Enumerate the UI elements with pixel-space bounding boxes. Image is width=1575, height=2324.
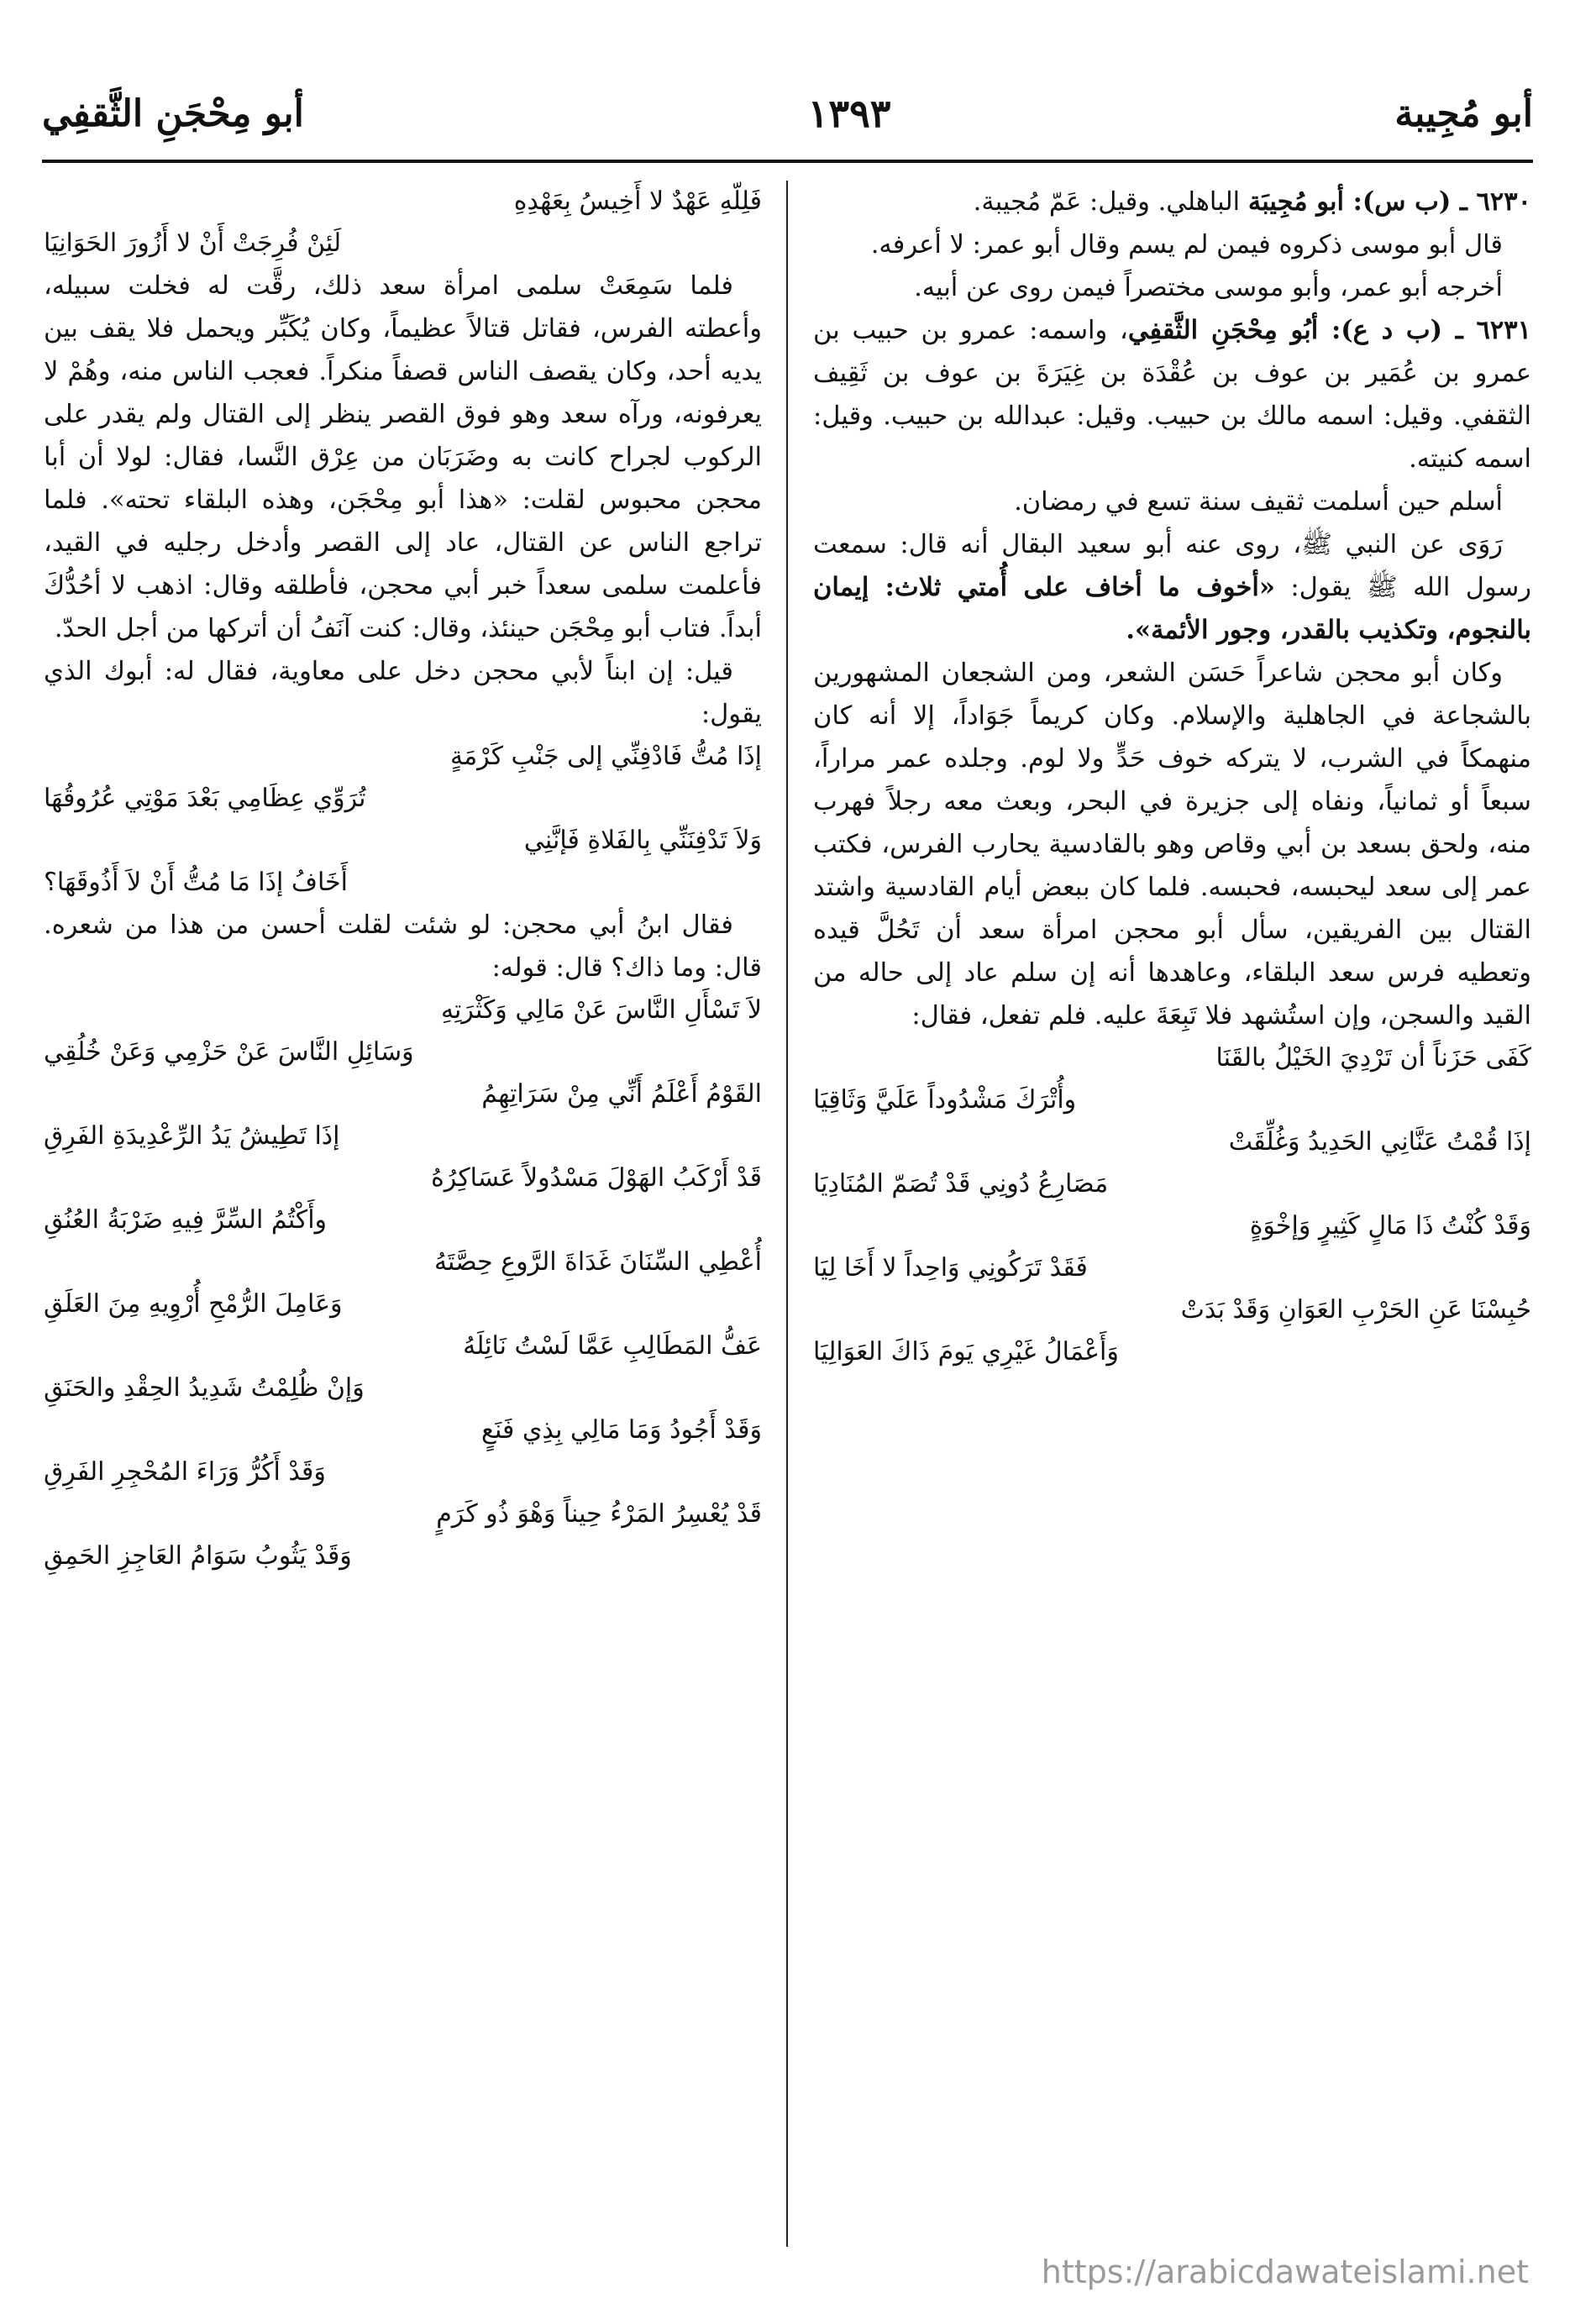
- entry-6230: [813, 181, 1531, 223]
- hadith-text: «أخوف ما أخاف على أُمتي ثلاث: إيمان بالنجوم، وتكذيب بالقدر، وجور الأئمة».: [813, 572, 1531, 645]
- verse-line: وأُتْرَكَ مَشْدُوداً عَلَيَّ وَثَاقِيَا: [813, 1085, 1077, 1115]
- poem: [813, 1037, 1531, 1373]
- verse-line: وَسَائِلِ النَّاسَ عَنْ حَزْمِي وَعَنْ خُلُقِي: [44, 1037, 414, 1067]
- running-title-right: أبو مُجِيبة: [1394, 92, 1533, 135]
- verse-line: وَأَعْمَالُ غَيْرِي يَومَ ذَاكَ العَوَالِيَا: [813, 1337, 1119, 1367]
- verse-line: قَدْ يُعْسِرُ المَرْءُ حِيناً وَهْوَ ذُو كَرَمٍ: [436, 1499, 762, 1529]
- verse-line: وَقَدْ أَجُودُ وَمَا مَالِي بِذِي فَنَعٍ: [481, 1415, 762, 1445]
- paragraph: فقال ابنُ أبي محجن: لو شئت لقلت أحسن من هذا من شعره. قال: وما ذاك؟ قال: قوله:: [44, 910, 762, 983]
- paragraph: فلما سَمِعَتْ سلمى امرأة سعد ذلك، رقَّت له فخلت سبيله، وأعطته الفرس، فقاتل قتالاً عظيماً، وكان يُكَبِّر ويحمل فلا يقف بين يديه أحد، وكان يقصف الناس قصفاً منكراً. فعجب الناس منه، وهُمْ لا يعرفونه، ورآه سعد وهو فوق القصر ينظر إلى القتال ولم يقدر على الركوب لجراح كانت به وضَرَبَان من عِرْق النَّسا، فقال: لولا أن أبا محجن محبوس لقلت: «هذا أبو مِحْجَن، وهذه البلقاء تحته». فلما تراجع الناس عن القتال، عاد إلى القصر وأدخل رجليه في القيد، فأعلمت سلمى سعداً خبر أبي محجن، فأطلقه وقال: اذهب لا أحُدُّكَ أبداً. فتاب أبو مِحْجَن حينئذ، وقال: كنت آنَفُ أن أتركها من أجل الحدّ.: [44, 271, 762, 643]
- verse-line: قَدْ أَرْكَبُ الهَوْلَ مَسْدُولاً عَسَاكِرُهُ: [431, 1163, 762, 1193]
- page-number: ١٣٩٣: [807, 91, 891, 136]
- verse-line: فَقَدْ تَرَكُونِي وَاحِداً لا أَخَا لِيَا: [813, 1253, 1088, 1283]
- poem-continued: [44, 181, 762, 265]
- poem: [44, 989, 762, 1577]
- left-column: [44, 181, 762, 2247]
- header-rule: [42, 160, 1533, 163]
- column-divider: [786, 181, 788, 2247]
- paragraph: وكان أبو محجن شاعراً حَسَن الشعر، ومن الشجعان المشهورين بالشجاعة في الجاهلية والإسلام. وكان كريماً جَوَاداً، إلا أنه كان منهمكاً في الشرب، لا يتركه خوف حَدٍّ ولا لوم. وجلده عمر مراراً، سبعاً أو ثمانياً، ونفاه إلى جزيرة في البحر، وبعث معه رجلاً فهرب منه، ولحق بسعد بن أبي وقاص وهو بالقادسية يحارب الفرس، فكتب عمر إلى سعد ليحبسه، فحبسه. فلما كان ببعض أيام القادسية واشتد القتال بين الفريقين، سأل أبو محجن امرأة سعد أن تَحُلَّ قيده وتعطيه فرس سعد البلقاء، وعاهدها أنه إن سلم عاد إلى حاله من القيد والسجن، وإن استُشهد فلا تَبِعَةَ عليه. فلم تفعل، فقال:: [813, 658, 1531, 1031]
- entry-number: ٦٢٣١ ـ (ب د ع):: [1318, 315, 1531, 345]
- paragraph: قيل: إن ابناً لأبي محجن دخل على معاوية، فقال له: أبوك الذي يقول:: [44, 657, 762, 729]
- poem: [44, 736, 762, 904]
- verse-line: إذَا مُتُّ فَادْفِنِّي إلى جَنْبِ كَرْمَةٍ: [449, 742, 762, 771]
- verse-line: تُرَوِّي عِظَامِي بَعْدَ مَوْتِي عُرُوقُهَا: [44, 784, 366, 813]
- entry-text: ، واسمه: عمرو بن حبيب بن عمرو بن عُمَير بن عوف بن عُقْدَة بن غِيَرَةَ بن عوف بن ثَقِيف الثقفي. وقيل: اسمه مالك بن حبيب. وقيل: عبدالله بن حبيب. وقيل: اسمه كنيته.: [813, 316, 1531, 474]
- verse-line: فَلِلّهِ عَهْدٌ لا أَخِيسُ بِعَهْدِهِ: [513, 186, 762, 216]
- verse-line: كَفَى حَزَناً أن تَرْدِيَ الخَيْلُ بالقَنَا: [1215, 1043, 1531, 1073]
- verse-line: وَلاَ تَدْفِنَنِّي بِالفَلاةِ فَإنَّنِي: [523, 826, 762, 855]
- paragraph: [813, 523, 1531, 652]
- verse-line: لاَ تَسْأَلِ النَّاسَ عَنْ مَالِي وَكَثْرَتِهِ: [440, 995, 762, 1025]
- entry-6231: [813, 309, 1531, 480]
- paragraph: قال أبو موسى ذكروه فيمن لم يسم وقال أبو عمر: لا أعرفه.: [870, 230, 1503, 260]
- verse-line: إذَا قُمْتُ عَنَّانِي الحَدِيدُ وَغُلِّقَتْ: [1228, 1127, 1531, 1157]
- watermark-url: https://arabicdawateislami.net: [1041, 2253, 1529, 2290]
- verse-line: القَوْمُ أَعْلَمُ أَنِّي مِنْ سَرَاتِهِمُ: [481, 1079, 762, 1109]
- entry-number: ٦٢٣٠ ـ (ب س):: [1343, 186, 1531, 217]
- right-column: [813, 181, 1531, 2247]
- paragraph: أخرجه أبو عمر، وأبو موسى مختصراً فيمن روى عن أبيه.: [914, 273, 1503, 302]
- verse-line: إذَا تَطِيشُ يَدُ الرِّعْدِيدَةِ الفَرِقِ: [44, 1121, 340, 1151]
- verse-line: لَئِنْ فُرِجَتْ أَنْ لا أَزُورَ الحَوَانِيَا: [44, 228, 342, 258]
- verse-line: وَقَدْ يَثُوبُ سَوَامُ العَاجِزِ الحَمِقِ: [44, 1541, 352, 1571]
- running-title-left: أبو مِحْجَنِ الثَّقفِي: [42, 92, 304, 135]
- verse-line: وَقَدْ كُنْتُ ذَا مَالٍ كَثِيرٍ وَإخْوَةٍ: [1249, 1211, 1531, 1241]
- entry-name: أبو مُجِيبَة: [1247, 186, 1344, 217]
- paragraph: أسلم حين أسلمت ثقيف سنة تسع في رمضان.: [1014, 487, 1503, 517]
- verse-line: أَخَافُ إذَا مَا مُتُّ أَنْ لاَ أَذُوقَهَا؟: [44, 868, 348, 897]
- hadith-intro: رَوَى عن النبي ﷺ، روى عنه أبو سعيد البقال أنه قال: سمعت رسول الله ﷺ يقول:: [813, 530, 1531, 602]
- verse-line: وَإنْ ظُلِمْتُ شَدِيدُ الحِقْدِ والحَنَقِ: [44, 1373, 365, 1403]
- entry-name: أبُو مِحْجَنِ الثَّقفِي: [1127, 315, 1319, 345]
- verse-line: وَعَامِلَ الرُّمْحِ أُرْوِيهِ مِنَ العَلَقِ: [44, 1289, 343, 1319]
- verse-line: حُبِسْنَا عَنِ الحَرْبِ العَوَانِ وَقَدْ بَدَتْ: [1180, 1295, 1531, 1325]
- verse-line: عَفُّ المَطَالِبِ عَمَّا لَسْتُ نَائِلَهُ: [463, 1331, 762, 1361]
- entry-text: الباهلي. وقيل: عَمّ مُجيبة.: [973, 187, 1248, 217]
- verse-line: أُعْطِي السِّنَانَ غَدَاةَ الرَّوعِ حِصَّتَهُ: [433, 1247, 762, 1277]
- verse-line: وأَكْتُمُ السِّرَّ فِيهِ ضَرْبَةُ العُنُقِ: [44, 1205, 328, 1235]
- verse-line: مَصَارِعُ دُونِي قَدْ تُصَمّ المُنَادِيَا: [813, 1169, 1109, 1199]
- page-header: [42, 84, 1533, 143]
- verse-line: وَقَدْ أَكُرُّ وَرَاءَ المُحْجِرِ الفَرِقِ: [44, 1457, 326, 1487]
